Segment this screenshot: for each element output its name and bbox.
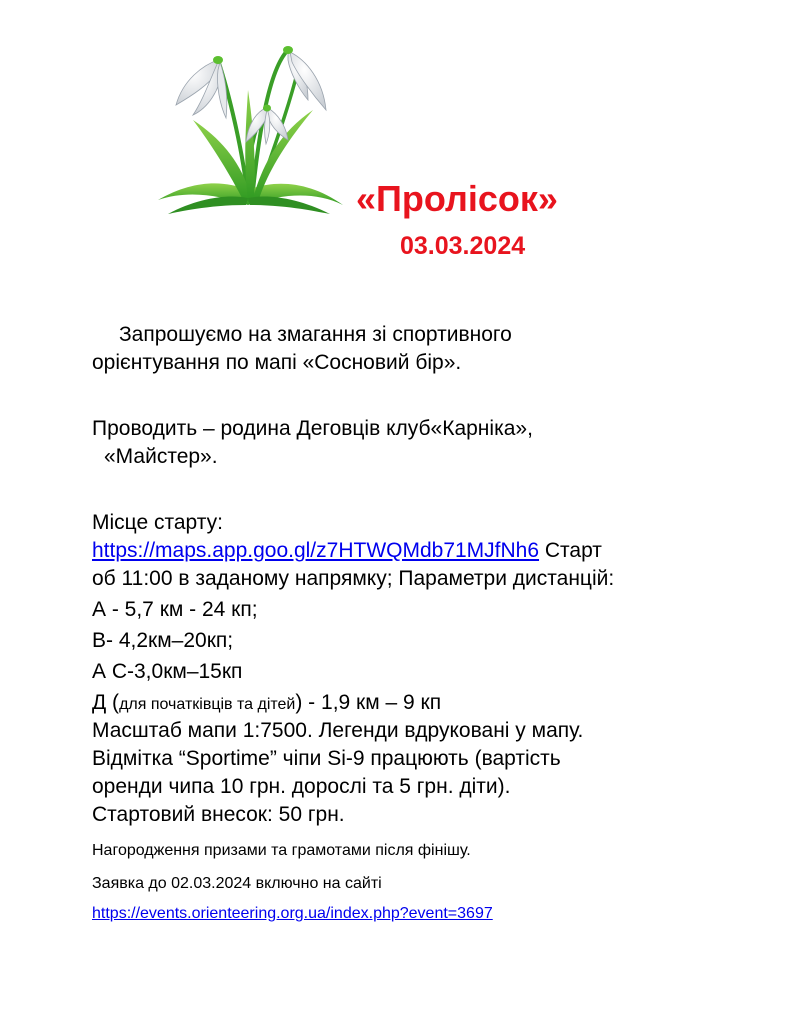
start-map-link[interactable]: https://maps.app.goo.gl/z7HTWQMdb71MJfNh6 [92, 539, 540, 562]
info-line-2: Відмітка “Sportime” чіпи Si-9 працюють (вартість [92, 747, 561, 770]
distance-d-suffix: ) - 1,9 км – 9 кп [295, 691, 442, 714]
info-line-1: Масштаб мапи 1:7500. Легенди вдруковані у мапу. [92, 719, 584, 742]
distance-c: А С-3,0км–15кп [92, 660, 243, 683]
start-label: Місце старту: [92, 511, 223, 534]
organizer-line-2: «Майстер». [104, 445, 218, 468]
event-title: «Пролісок» [356, 178, 558, 219]
info-line-3: оренди чипа 10 грн. дорослі та 5 грн. діти). [92, 775, 511, 798]
entry-fee: Стартовий внесок: 50 грн. [92, 803, 345, 826]
start-line [92, 538, 602, 564]
start-time-line: об 11:00 в заданому напрямку; Параметри дистанцій: [92, 567, 615, 590]
distance-a: А - 5,7 км - 24 кп; [92, 598, 258, 621]
registration-text: Заявка до 02.03.2024 включно на сайті [92, 875, 382, 892]
distance-b: В- 4,2км–20кп; [92, 629, 234, 652]
distance-d-prefix: Д ( [92, 691, 120, 714]
intro-line-2: орієнтування по мапі «Сосновий бір». [92, 351, 462, 374]
start-text: Старт [539, 539, 602, 562]
registration-line [92, 904, 493, 924]
awards-text: Нагородження призами та грамотами після фінішу. [92, 842, 471, 859]
distance-d [92, 690, 441, 718]
distance-d-note: для початківців та дітей [119, 696, 296, 713]
intro-line-1: Запрошуємо на змагання зі спортивного [119, 323, 512, 346]
organizer-line-1: Проводить – родина Деговців клуб«Карніка», [92, 417, 533, 440]
event-date: 03.03.2024 [400, 232, 526, 260]
registration-link[interactable]: https://events.orienteering.org.ua/index.php?event=3697 [92, 905, 493, 922]
snowdrop-flower-icon [148, 30, 348, 215]
